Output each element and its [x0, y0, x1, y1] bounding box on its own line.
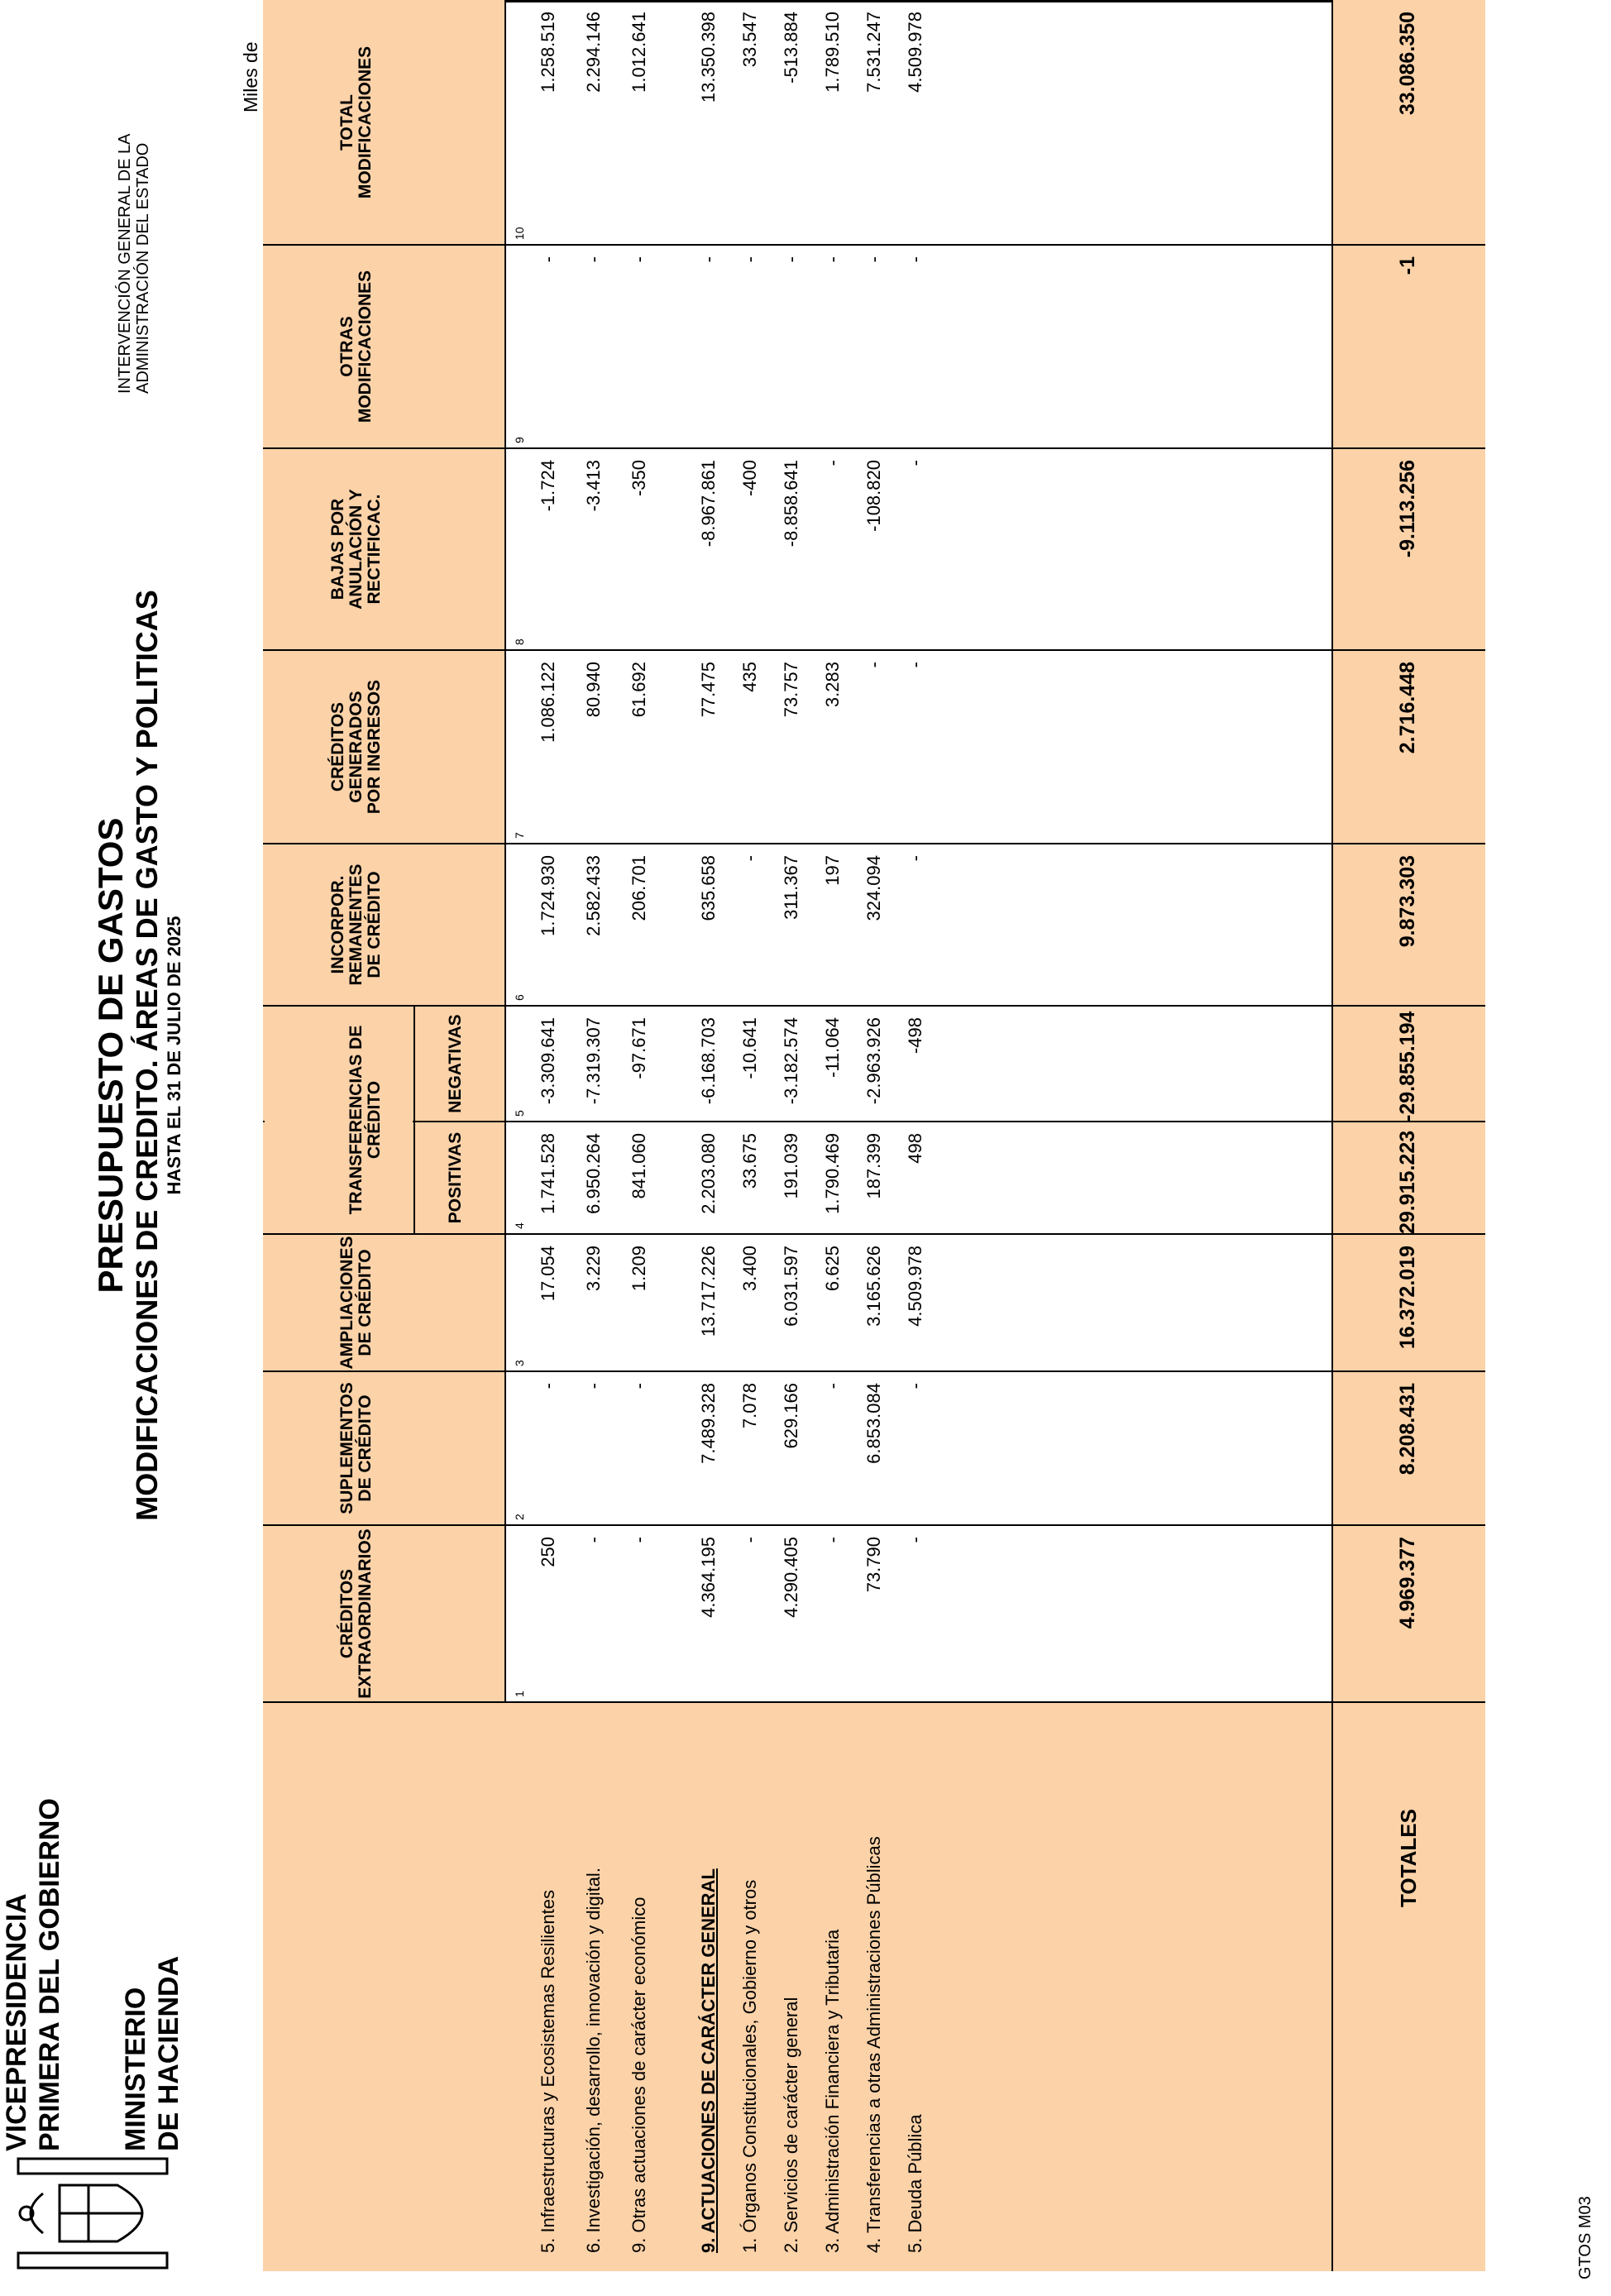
table-cell: 6.031.597	[781, 1246, 801, 1327]
column-number: 9	[513, 437, 526, 443]
column-number: 8	[513, 639, 526, 645]
table-cell: -	[739, 256, 760, 263]
table-cell: 206.701	[629, 855, 649, 921]
table-cell: 33.675	[739, 1133, 760, 1189]
table-cell: 635.658	[698, 855, 719, 921]
table-cell: 311.367	[781, 855, 801, 920]
totals-cell: -1	[1396, 256, 1419, 275]
intervencion-line-1: INTERVENCIÓN GENERAL DE LA	[116, 133, 134, 394]
column-header-10	[338, 0, 375, 245]
column-header-line: SUPLEMENTOS	[337, 1382, 356, 1514]
table-cell: 2.294.146	[583, 12, 604, 93]
table-cell: 6.950.264	[583, 1133, 604, 1214]
intervencion-block	[116, 133, 152, 394]
table-cell: 2.203.080	[698, 1133, 719, 1214]
column-header-4	[447, 1122, 465, 1234]
table-cell: -	[781, 256, 801, 263]
totals-label: TOTALES	[1396, 1809, 1421, 1907]
column-header-line: AMPLIACIONES	[337, 1236, 356, 1370]
column-header-line: CRÉDITOS	[337, 1568, 356, 1659]
ministerio-line-1: MINISTERIO	[120, 1987, 151, 2151]
transfer-group-label-line: TRANSFERENCIAS DE	[347, 1025, 366, 1215]
totals-cell: 4.969.377	[1396, 1537, 1419, 1629]
table-cell: -	[698, 256, 719, 263]
column-number: 10	[513, 227, 526, 240]
table-cell: -2.963.926	[863, 1017, 884, 1105]
totals-cell: 2.716.448	[1396, 662, 1419, 754]
table-cell: -	[905, 855, 925, 862]
vicepresidencia-line-2: PRIMERA DEL GOBIERNO	[34, 1798, 65, 2151]
table-cell: 73.790	[863, 1537, 884, 1593]
column-header-line: BAJAS POR	[328, 498, 347, 600]
table-cell: -	[822, 1383, 843, 1390]
page-title: PRESUPUESTO DE GASTOS	[91, 817, 130, 1294]
table-cell: 4.509.978	[905, 1246, 925, 1327]
column-header-line: POSITIVAS	[446, 1131, 465, 1224]
row-label: 5. Infraestructuras y Ecosistemas Resilientes	[538, 1890, 558, 2253]
ministerio-block	[119, 1956, 185, 2151]
table-cell: -	[863, 662, 884, 668]
table-cell: 2.582.433	[583, 855, 604, 936]
table-cell: -498	[905, 1017, 925, 1055]
table-cell: 6.625	[822, 1246, 843, 1292]
header-bottom-rule	[504, 0, 506, 1702]
table-cell: -513.884	[781, 12, 801, 84]
table-cell: 73.757	[781, 662, 801, 718]
table-cell: -	[905, 460, 925, 466]
transfer-group-rule	[414, 1006, 415, 1234]
table-cell: -	[629, 1537, 649, 1543]
column-header-line: POR INGRESOS	[365, 679, 384, 815]
table-cell: 7.489.328	[698, 1383, 719, 1464]
totals-cell: 16.372.019	[1396, 1246, 1419, 1350]
column-number: 3	[513, 1360, 526, 1366]
table-cell: -97.671	[629, 1017, 649, 1079]
table-cell: 1.012.641	[629, 12, 649, 93]
table-cell: -3.182.574	[781, 1017, 801, 1105]
column-number: 7	[513, 832, 526, 839]
table-cell: 187.399	[863, 1133, 884, 1199]
table-cell: -108.820	[863, 460, 884, 532]
ministerio-line-2: DE HACIENDA	[153, 1955, 184, 2151]
row-label: 9. Otras actuaciones de carácter económico	[629, 1897, 649, 2253]
column-header-3	[338, 1234, 375, 1371]
footer-code: GTOS M03	[1576, 2196, 1594, 2279]
column-header-line: CRÉDITOS	[328, 701, 347, 792]
table-cell: -3.413	[583, 460, 604, 512]
transfer-group-label	[347, 1006, 384, 1234]
column-header-9	[338, 245, 375, 448]
table-cell: 4.364.195	[698, 1537, 719, 1618]
table-cell: 61.692	[629, 662, 649, 718]
intervencion-line-2: ADMINISTRACIÓN DEL ESTADO	[134, 142, 152, 394]
column-number: 2	[513, 1514, 526, 1520]
column-header-line: EXTRAORDINARIOS	[356, 1528, 375, 1699]
page-subtitle: MODIFICACIONES DE CREDITO. ÁREAS DE GASTO Y POLITICAS	[130, 590, 164, 1521]
column-header-line: DE CRÉDITO	[365, 871, 384, 978]
table-cell: -	[905, 1537, 925, 1543]
column-header-line: OTRAS	[337, 316, 356, 377]
column-header-2	[338, 1371, 375, 1525]
table-cell: -	[905, 256, 925, 263]
column-number: 1	[513, 1691, 526, 1697]
table-cell: 3.283	[822, 662, 843, 708]
table-cell: 13.717.226	[698, 1246, 719, 1337]
table-cell: -3.309.641	[538, 1017, 558, 1105]
table-cell: 629.166	[781, 1383, 801, 1449]
transfer-group-header-fill	[265, 1007, 413, 1232]
column-header-line: GENERADOS	[347, 691, 366, 803]
table-cell: 4.290.405	[781, 1537, 801, 1618]
column-header-7	[329, 650, 384, 844]
totals-cell: 8.208.431	[1396, 1383, 1419, 1476]
table-cell: -6.168.703	[698, 1017, 719, 1105]
table-cell: -	[739, 855, 760, 862]
table-cell: 1.789.510	[822, 12, 843, 93]
table-cell: 197	[822, 855, 843, 886]
header-fill	[263, 0, 504, 1702]
row-label: 4. Transferencias a otras Administraciones Públicas	[863, 1836, 884, 2253]
row-label: 9. ACTUACIONES DE CARÁCTER GENERAL	[698, 1868, 719, 2253]
table-cell: -7.319.307	[583, 1017, 604, 1105]
table-cell: -350	[629, 460, 649, 497]
column-header-5	[447, 1006, 465, 1122]
vicepresidencia-block	[0, 1798, 66, 2151]
row-label: 2. Servicios de carácter general	[781, 1997, 801, 2253]
table-cell: -	[822, 1537, 843, 1543]
table-cell: 7.531.247	[863, 12, 884, 93]
column-header-line: TOTAL	[337, 93, 356, 151]
table-cell: 7.078	[739, 1383, 760, 1429]
column-header-line: ANULACIÓN Y	[347, 489, 366, 610]
column-header-6	[329, 844, 384, 1006]
table-cell: -	[538, 1383, 558, 1390]
totals-top-rule	[1331, 0, 1333, 2271]
table-cell: 435	[739, 662, 760, 692]
totals-cell: 9.873.303	[1396, 855, 1419, 948]
coat-of-arms-icon	[2, 2152, 184, 2274]
table-cell: 13.350.398	[698, 12, 719, 103]
table-cell: -	[583, 1537, 604, 1543]
column-header-line: MODIFICACIONES	[356, 270, 375, 423]
table-cell: 1.741.528	[538, 1133, 558, 1214]
row-label: 1. Órganos Constitucionales, Gobierno y otros	[739, 1879, 760, 2253]
column-number: 5	[513, 1110, 526, 1117]
table-cell: -8.858.641	[781, 460, 801, 548]
totals-cell: -9.113.256	[1396, 460, 1419, 558]
table-cell: -	[905, 1383, 925, 1390]
totals-cell: 29.915.223	[1396, 1130, 1419, 1234]
table-cell: 498	[905, 1133, 925, 1164]
row-label: 3. Administración Financiera y Tributaria	[822, 1929, 843, 2253]
table-cell: 191.039	[781, 1133, 801, 1199]
table-cell: 1.724.930	[538, 855, 558, 936]
table-cell: 3.400	[739, 1246, 760, 1292]
column-header-1	[338, 1525, 375, 1702]
column-header-line: RECTIFICAC.	[365, 494, 384, 605]
vicepresidencia-line-1: VICEPRESIDENCIA	[1, 1893, 32, 2151]
table-cell: -	[583, 256, 604, 263]
table-cell: 841.060	[629, 1133, 649, 1199]
table-cell: -	[905, 662, 925, 668]
title-block	[91, 476, 185, 1634]
units-label: Miles de	[240, 41, 261, 112]
table-cell: 1.258.519	[538, 12, 558, 93]
table-cell: -1.724	[538, 460, 558, 512]
table-cell: 4.509.978	[905, 12, 925, 93]
table-cell: 6.853.084	[863, 1383, 884, 1464]
table-cell: 17.054	[538, 1246, 558, 1302]
table-cell: 250	[538, 1537, 558, 1567]
column-header-line: DE CRÉDITO	[356, 1394, 375, 1502]
column-header-line: INCORPOR.	[328, 875, 347, 974]
table-cell: -400	[739, 460, 760, 497]
table-cell: -10.641	[739, 1017, 760, 1079]
column-number: 4	[513, 1222, 526, 1229]
table-cell: -11.064	[822, 1017, 843, 1078]
table-cell: -	[629, 256, 649, 263]
column-header-line: MODIFICACIONES	[356, 45, 375, 199]
table-cell: -	[629, 1383, 649, 1390]
table-cell: 3.229	[583, 1246, 604, 1292]
table-cell: 1.209	[629, 1246, 649, 1292]
row-label: 6. Investigación, desarrollo, innovación y digital.	[583, 1868, 604, 2253]
column-header-line: DE CRÉDITO	[356, 1249, 375, 1356]
totals-cell: 33.086.350	[1396, 12, 1419, 116]
table-cell: -8.967.861	[698, 460, 719, 548]
table-cell: 324.094	[863, 855, 884, 921]
date-line: HASTA EL 31 DE JULIO DE 2025	[164, 916, 184, 1195]
table-cell: 3.165.626	[863, 1246, 884, 1327]
table-cell: -	[822, 460, 843, 466]
column-number: 6	[513, 994, 526, 1001]
column-header-line: NEGATIVAS	[446, 1014, 465, 1113]
transfer-group-label-line: CRÉDITO	[365, 1080, 384, 1160]
table-cell: 80.940	[583, 662, 604, 718]
table-cell: -	[739, 1537, 760, 1543]
column-header-line: REMANENTES	[347, 863, 366, 986]
table-cell: -	[863, 256, 884, 263]
table-cell: 1.086.122	[538, 662, 558, 743]
table-cell: -	[538, 256, 558, 263]
totals-cell: -29.855.194	[1396, 1011, 1419, 1122]
table-cell: 33.547	[739, 12, 760, 68]
column-header-8	[329, 448, 384, 650]
table-cell: -	[822, 256, 843, 263]
row-label: 5. Deuda Pública	[905, 2114, 925, 2253]
table-cell: -	[583, 1383, 604, 1390]
table-cell: 77.475	[698, 662, 719, 718]
table-cell: 1.790.469	[822, 1133, 843, 1214]
